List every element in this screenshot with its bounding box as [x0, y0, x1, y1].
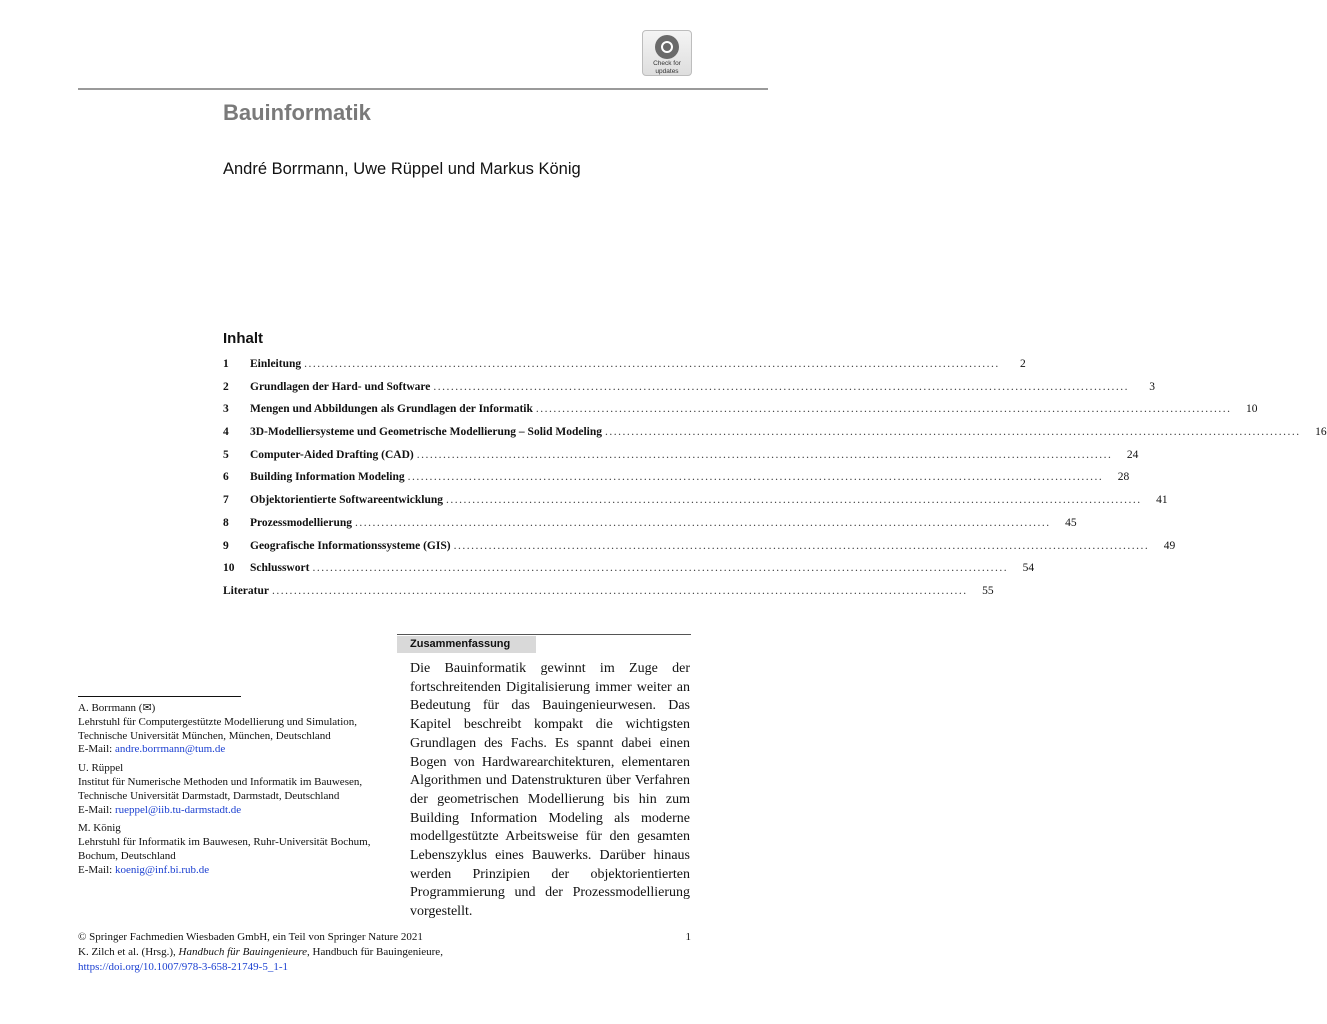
toc-entry[interactable] [223, 448, 1139, 472]
toc-entry-page: 3 [1149, 380, 1156, 393]
toc-entry-page: 54 [1022, 562, 1035, 575]
toc-entry-title: 3D-Modelliersysteme und Geometrische Modellierung – Solid Modeling [250, 426, 602, 439]
toc-entry-number: 5 [223, 448, 229, 461]
toc-entry[interactable] [223, 426, 1327, 449]
toc-leader: ............................................................................................................................................................... [304, 358, 1000, 370]
toc-entry-page: 41 [1156, 494, 1168, 507]
check-for-updates-badge[interactable] [642, 30, 692, 76]
copyright-line: © Springer Fachmedien Wiesbaden GmbH, ein Teil von Springer Nature 2021 [78, 931, 423, 943]
toc-entry-page: 45 [1065, 516, 1077, 529]
author-affiliation [78, 822, 378, 877]
toc-entry-number: 7 [223, 494, 229, 507]
abstract-text: Die Bauinformatik gewinnt im Zuge der fortschreitenden Digitalisierung immer weiter an Bedeutung für das Bauingenieurwesen. Das Kapitel beschreibt kompakt die wichtigsten Grundlagen des Fachs. Es spannt dabei einen Bogen von Hardwarearchitekturen, elementaren Algorithmen und Datenstrukturen über Verfahren der geometrischen Modellierung bis hin zum Building Information Modeling als moderne modellgestützte Arbeitsweise für den gesamten Lebenszyklus eines Bauwerks. Darüber hinaus werden Prinzipien der objektorientierten Programmierung und der Prozessmodellierung vorgestellt. [410, 661, 690, 920]
author-institution: Lehrstuhl für Computergestützte Modellierung und Simulation, Technische Universität München, München, Deutschland [78, 715, 358, 742]
table-of-contents [223, 358, 1327, 608]
toc-entry-number: 1 [223, 358, 229, 370]
email-label: E-Mail: [78, 803, 113, 816]
toc-leader: ............................................................................................................................................................... [453, 539, 1150, 552]
toc-entry-page: 28 [1117, 471, 1130, 484]
toc-entry[interactable] [223, 539, 1176, 563]
toc-entry-title: Geografische Informationssysteme (GIS) [250, 539, 451, 552]
page-number: 1 [685, 931, 691, 943]
toc-entry-literatur[interactable] [223, 584, 994, 608]
citation-suffix: , Handbuch für Bauingenieure, [307, 946, 443, 958]
toc-entry-page: 2 [1020, 358, 1026, 370]
abstract-label: Zusammenfassung [397, 636, 536, 653]
chapter-authors: André Borrmann, Uwe Rüppel und Markus König [223, 160, 581, 178]
chapter-title: Bauinformatik [223, 100, 371, 125]
toc-entry-number: 8 [223, 516, 229, 529]
toc-entry-title: Mengen und Abbildungen als Grundlagen der Informatik [250, 403, 533, 416]
author-institution: Lehrstuhl für Informatik im Bauwesen, Ruhr-Universität Bochum, Bochum, Deutschland [78, 836, 371, 862]
toc-entry-number: 2 [223, 380, 229, 393]
toc-entry[interactable] [223, 358, 1026, 381]
author-name: A. Borrmann (✉) [78, 702, 156, 714]
email-label: E-Mail: [78, 863, 113, 876]
toc-heading: Inhalt [223, 330, 263, 347]
email-link[interactable]: koenig@inf.bi.rub.de [114, 863, 210, 876]
email-link[interactable]: rueppel@iib.tu-darmstadt.de [114, 803, 242, 816]
doi-link[interactable]: https://doi.org/10.1007/978-3-658-21749-5_1-1 [78, 961, 289, 973]
toc-entry[interactable] [223, 516, 1077, 540]
toc-entry-title: Objektorientierte Softwareentwicklung [250, 494, 444, 507]
toc-entry-page: 16 [1315, 426, 1327, 439]
header-rule [78, 88, 768, 90]
toc-entry-title: Grundlagen der Hard- und Software [250, 380, 431, 393]
email-link[interactable]: andre.borrmann@tum.de [114, 743, 226, 756]
toc-entry-page: 10 [1246, 403, 1258, 416]
toc-leader: ............................................................................................................................................................... [407, 471, 1104, 484]
toc-entry[interactable] [223, 380, 1156, 404]
toc-entry[interactable] [223, 562, 1035, 585]
citation-book-title: Handbuch für Bauingenieure [178, 946, 308, 958]
footnote-rule [78, 696, 241, 697]
toc-leader: ............................................................................................................................................................... [312, 562, 1009, 575]
toc-entry-page: 49 [1163, 539, 1176, 552]
toc-leader: ............................................................................................................................................................... [433, 380, 1130, 393]
toc-entry-number: 3 [223, 403, 229, 416]
toc-leader: ............................................................................................................................................................... [446, 494, 1142, 507]
toc-entry-title: Building Information Modeling [250, 471, 405, 484]
toc-entry-title: Prozessmodellierung [250, 516, 352, 529]
author-name: M. König [78, 822, 121, 835]
toc-literatur-page: 55 [982, 584, 994, 597]
toc-entry[interactable] [223, 471, 1130, 494]
toc-entry-page: 24 [1126, 448, 1139, 461]
check-updates-icon [655, 35, 679, 59]
toc-entry-number: 4 [223, 426, 229, 439]
author-affiliation [78, 702, 378, 757]
toc-leader: ............................................................................................................................................................... [271, 584, 968, 597]
author-name: U. Rüppel [78, 762, 124, 775]
toc-leader: ............................................................................................................................................................... [535, 403, 1232, 416]
abstract-rule [397, 634, 691, 635]
author-footnotes [78, 702, 378, 883]
toc-leader: ............................................................................................................................................................... [416, 448, 1113, 461]
badge-line2: updates [655, 68, 679, 75]
toc-literatur-title: Literatur [223, 584, 269, 597]
toc-entry-title: Einleitung [250, 358, 302, 370]
toc-entry[interactable] [223, 403, 1258, 426]
badge-line1: Check for [653, 60, 681, 67]
toc-entry-number: 9 [223, 539, 229, 552]
toc-entry-title: Schlusswort [250, 562, 310, 575]
citation-line [78, 945, 691, 960]
citation-prefix: K. Zilch et al. (Hrsg.), [78, 946, 179, 958]
author-affiliation [78, 762, 378, 817]
toc-entry-title: Computer-Aided Drafting (CAD) [250, 448, 414, 461]
toc-entry[interactable] [223, 494, 1168, 517]
toc-leader: ............................................................................................................................................................... [605, 426, 1301, 439]
copyright-block [78, 930, 691, 975]
toc-entry-number: 6 [223, 471, 229, 484]
toc-leader: ............................................................................................................................................................... [355, 516, 1051, 529]
author-institution: Institut für Numerische Methoden und Informatik im Bauwesen, Technische Universität Darmstadt, Darmstadt, Deutschland [78, 775, 363, 802]
toc-entry-number: 10 [223, 562, 235, 575]
email-label: E-Mail: [78, 743, 113, 756]
